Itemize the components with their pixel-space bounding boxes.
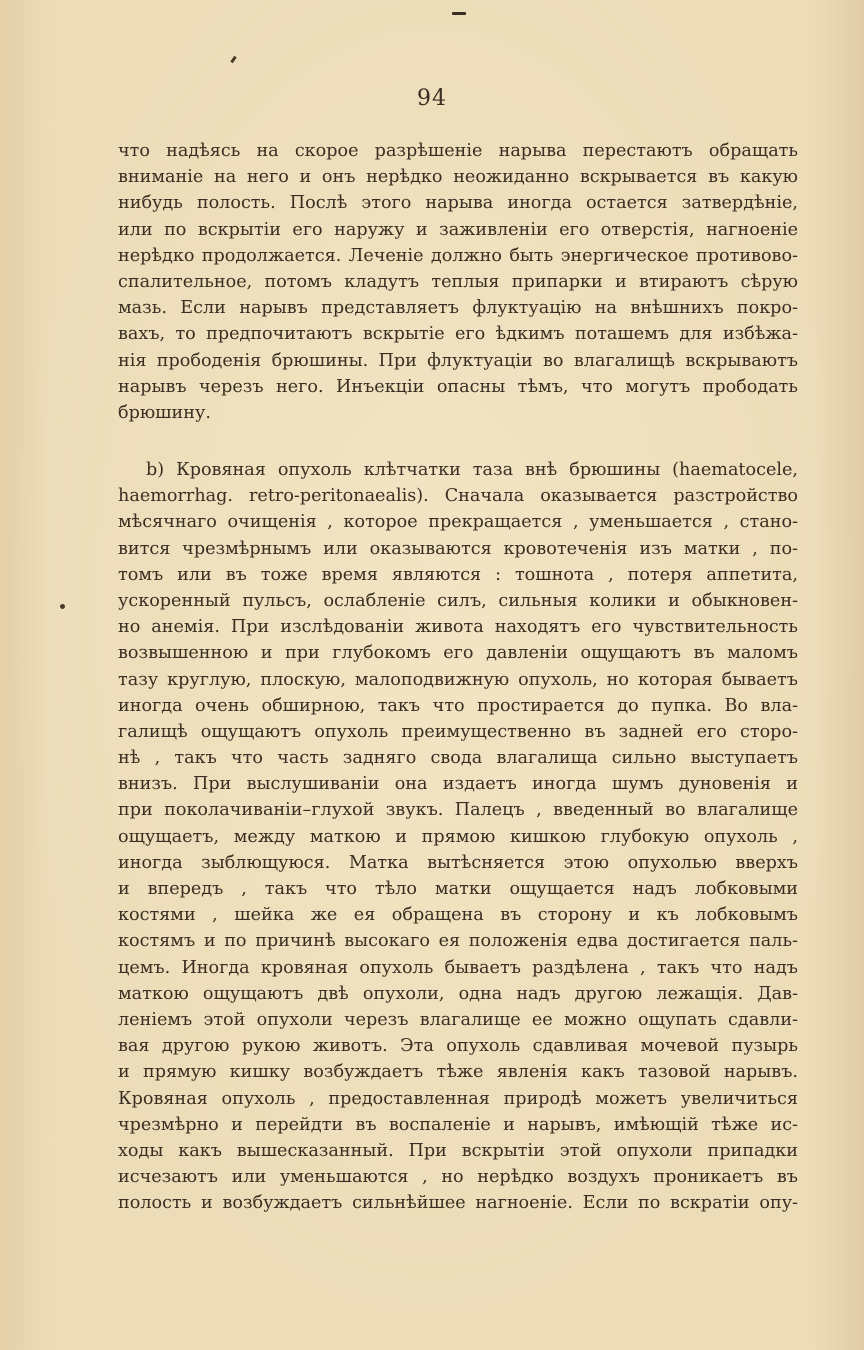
text-line: мазь. Если нарывъ представляетъ флуктуацію на внѣшнихъ покро- xyxy=(118,298,798,319)
text-line: спалительное, потомъ кладутъ теплыя припарки и втираютъ сѣрую xyxy=(118,271,798,292)
page-number: 94 xyxy=(417,86,447,111)
text-line: вая другою рукою животъ. Эта опухоль сдавливая мочевой пузырь xyxy=(118,1036,798,1057)
text-line: галищѣ ощущаютъ опухоль преимущественно въ задней его сторо- xyxy=(118,721,798,742)
text-line: haemorrhag. retro-peritonaealis). Сначала оказывается разстройство xyxy=(118,486,798,507)
text-line: исчезаютъ или уменьшаются , но нерѣдко воздухъ проникаетъ въ xyxy=(118,1167,798,1188)
text-line: полость и возбуждаетъ сильнѣйшее нагноеніе. Если по вскратіи опу- xyxy=(118,1193,798,1214)
text-line: мѣсячнаго очищенія , которое прекращается , уменьшается , стано- xyxy=(118,512,798,533)
text-line: костямъ и по причинѣ высокаго ея положенія едва достигается паль- xyxy=(118,931,798,952)
text-line: вниманіе на него и онъ нерѣдко неожиданно вскрывается въ какую xyxy=(118,167,798,188)
text-line: внизъ. При выслушиваніи она издаетъ иногда шумъ дуновенія и xyxy=(118,774,798,795)
text-line: вится чрезмѣрнымъ или оказываются кровотеченія изъ матки , по- xyxy=(118,538,798,559)
text-line: томъ или въ тоже время являются : тошнота , потеря аппетита, xyxy=(118,564,798,585)
printer-mark xyxy=(452,12,466,15)
text-line: вахъ, то предпочитаютъ вскрытіе его ѣдкимъ поташемъ для избѣжа- xyxy=(118,324,798,345)
text-line: нія прободенія брюшины. При флуктуаціи во влагалищѣ вскрываютъ xyxy=(118,350,798,371)
text-line: Кровяная опухоль , предоставленная природѣ можетъ увеличиться xyxy=(118,1088,798,1109)
text-line: тазу круглую, плоскую, малоподвижную опухоль, но которая бываетъ xyxy=(118,669,798,690)
text-line: ускоренный пульсъ, ослабленіе силъ, сильныя колики и обыкновен- xyxy=(118,590,798,611)
ink-mark xyxy=(230,56,236,63)
text-line: что надѣясь на скорое разрѣшеніе нарыва перестаютъ обращать xyxy=(118,141,798,161)
text-line: брюшину. xyxy=(118,402,211,423)
text-line: ощущаетъ, между маткою и прямою кишкою глубокую опухоль , xyxy=(118,826,798,847)
text-line: чрезмѣрно и перейдти въ воспаленіе и нарывъ, имѣющій тѣже ис- xyxy=(118,1114,798,1135)
text-line: нерѣдко продолжается. Леченіе должно быть энергическое противово- xyxy=(118,245,798,266)
margin-dot xyxy=(60,604,65,609)
text-line: и прямую кишку возбуждаетъ тѣже явленія какъ тазовой нарывъ. xyxy=(118,1062,798,1083)
text-line: b) Кровяная опухоль клѣтчатки таза внѣ брюшины (haematocele, xyxy=(146,460,798,480)
text-line: ходы какъ вышесказанный. При вскрытіи этой опухоли припадки xyxy=(118,1140,798,1161)
text-line: при поколачиваніи–глухой звукъ. Палецъ , введенный во влагалище xyxy=(118,800,798,821)
text-line: леніемъ этой опухоли черезъ влагалище ее можно ощупать сдавли- xyxy=(118,1009,798,1030)
text-line: но анемія. При изслѣдованіи живота находятъ его чувствительность xyxy=(118,617,798,638)
paragraph-continuation xyxy=(118,138,798,426)
text-line: и впередъ , такъ что тѣло матки ощущается надъ лобковыми xyxy=(118,879,798,899)
text-line: или по вскрытіи его наружу и заживленіи его отверстія, нагноеніе xyxy=(118,219,798,240)
text-line: нарывъ черезъ него. Инъекціи опасны тѣмъ, что могутъ прободать xyxy=(118,376,798,397)
paragraph-haematocele xyxy=(118,457,798,1216)
text-line: возвышенною и при глубокомъ его давленіи ощущаютъ въ маломъ xyxy=(118,643,798,664)
text-line: костями , шейка же ея обращена въ сторону и къ лобковымъ xyxy=(118,905,798,926)
text-line: маткою ощущаютъ двѣ опухоли, одна надъ другою лежащія. Дав- xyxy=(118,983,798,1004)
text-line: нѣ , такъ что часть задняго свода влагалища сильно выступаетъ xyxy=(118,748,798,769)
text-line: иногда зыблющуюся. Матка вытѣсняется этою опухолью вверхъ xyxy=(118,852,798,873)
text-line: нибудь полость. Послѣ этого нарыва иногда остается затвердѣніе, xyxy=(118,193,798,214)
text-line: цемъ. Иногда кровяная опухоль бываетъ раздѣлена , такъ что надъ xyxy=(118,957,798,978)
text-line: иногда очень обширною, такъ что простирается до пупка. Во вла- xyxy=(118,695,798,716)
